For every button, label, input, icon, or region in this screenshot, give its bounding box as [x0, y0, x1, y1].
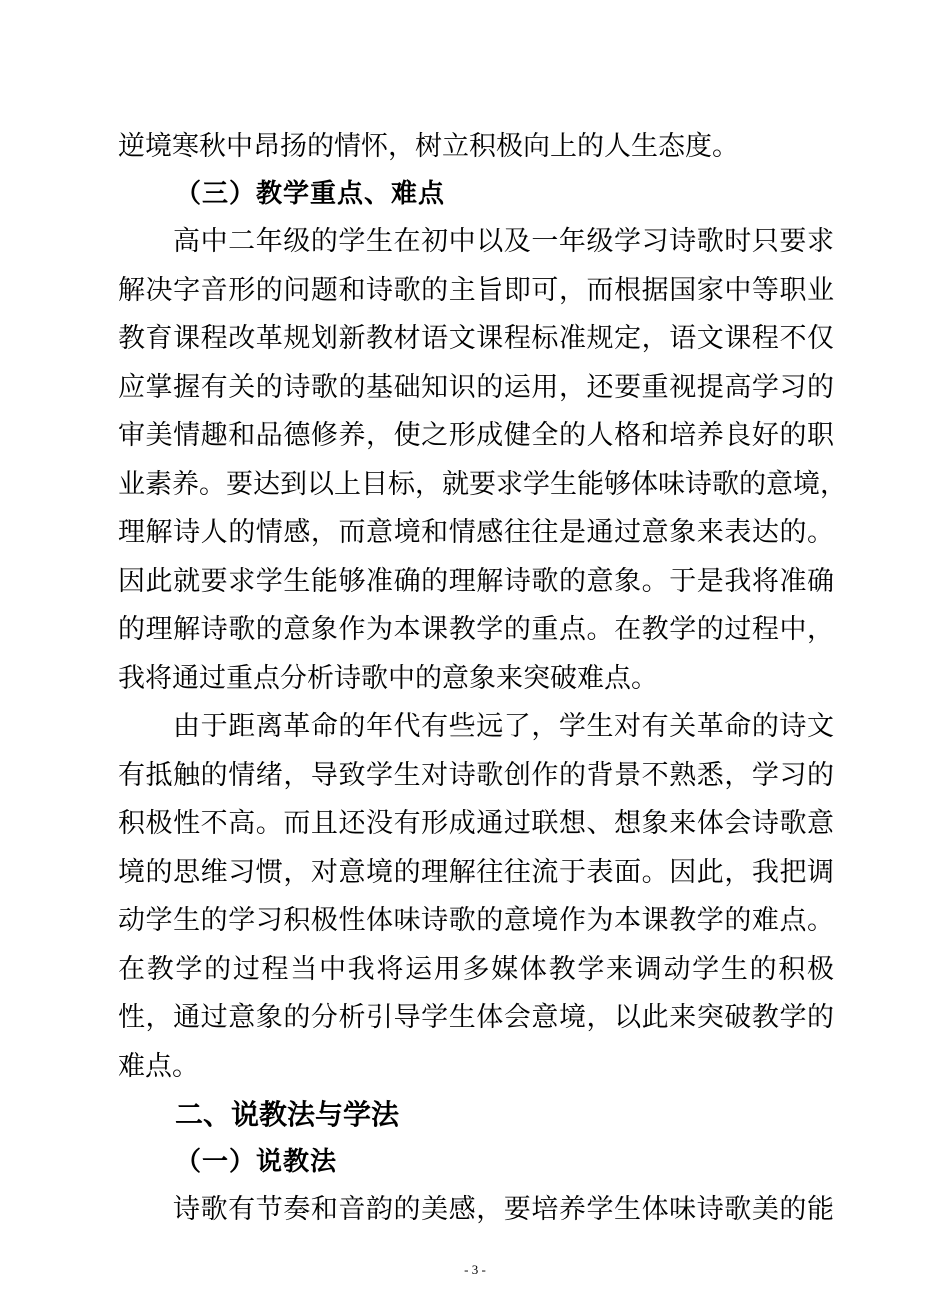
page-number: - 3 -: [464, 1262, 486, 1277]
paragraph-line: 业素养。要达到以上目标，就要求学生能够体味诗歌的意境，: [118, 469, 847, 500]
paragraph-line: 教育课程改革规划新教材语文课程标准规定，语文课程不仅: [118, 323, 834, 354]
section-heading-teaching-methods: 二、说教法与学法: [175, 1098, 400, 1131]
paragraph-line: 动学生的学习积极性体味诗歌的意境作为本课教学的难点。: [118, 905, 834, 936]
paragraph-line: 在教学的过程当中我将运用多媒体教学来调动学生的积极: [118, 954, 834, 985]
paragraph-line: 的理解诗歌的意象作为本课教学的重点。在教学的过程中，: [118, 614, 834, 645]
paragraph-line: 境的思维习惯，对意境的理解往往流于表面。因此，我把调: [118, 857, 834, 888]
paragraph-line: 应掌握有关的诗歌的基础知识的运用，还要重视提高学习的: [118, 372, 834, 403]
paragraph-line: 有抵触的情绪，导致学生对诗歌创作的背景不熟悉，学习的: [118, 760, 834, 791]
paragraph-line: 由于距离革命的年代有些远了，学生对有关革命的诗文: [173, 711, 834, 742]
paragraph-line: 解决字音形的问题和诗歌的主旨即可，而根据国家中等职业: [118, 275, 834, 306]
paragraph-line: 我将通过重点分析诗歌中的意象来突破难点。: [118, 663, 658, 694]
paragraph-line: 积极性不高。而且还没有形成通过联想、想象来体会诗歌意: [118, 808, 834, 839]
subsection-heading-teaching-method: （一）说教法: [175, 1147, 338, 1177]
paragraph-line: 性，通过意象的分析引导学生体会意境，以此来突破教学的: [118, 1002, 834, 1033]
paragraph-line: 逆境寒秋中昂扬的情怀，树立积极向上的人生态度。: [118, 131, 739, 162]
paragraph-line: 高中二年级的学生在初中以及一年级学习诗歌时只要求: [173, 226, 834, 257]
section-heading-teaching-focus: （三）教学重点、难点: [175, 179, 446, 209]
paragraph-line: 因此就要求学生能够准确的理解诗歌的意象。于是我将准确: [118, 566, 834, 597]
paragraph-line: 审美情趣和品德修养，使之形成健全的人格和培养良好的职: [118, 420, 834, 451]
paragraph-line: 理解诗人的情感，而意境和情感往往是通过意象来表达的。: [118, 517, 834, 548]
paragraph-line: 难点。: [118, 1051, 199, 1082]
paragraph-line: 诗歌有节奏和音韵的美感，要培养学生体味诗歌美的能: [173, 1194, 834, 1225]
